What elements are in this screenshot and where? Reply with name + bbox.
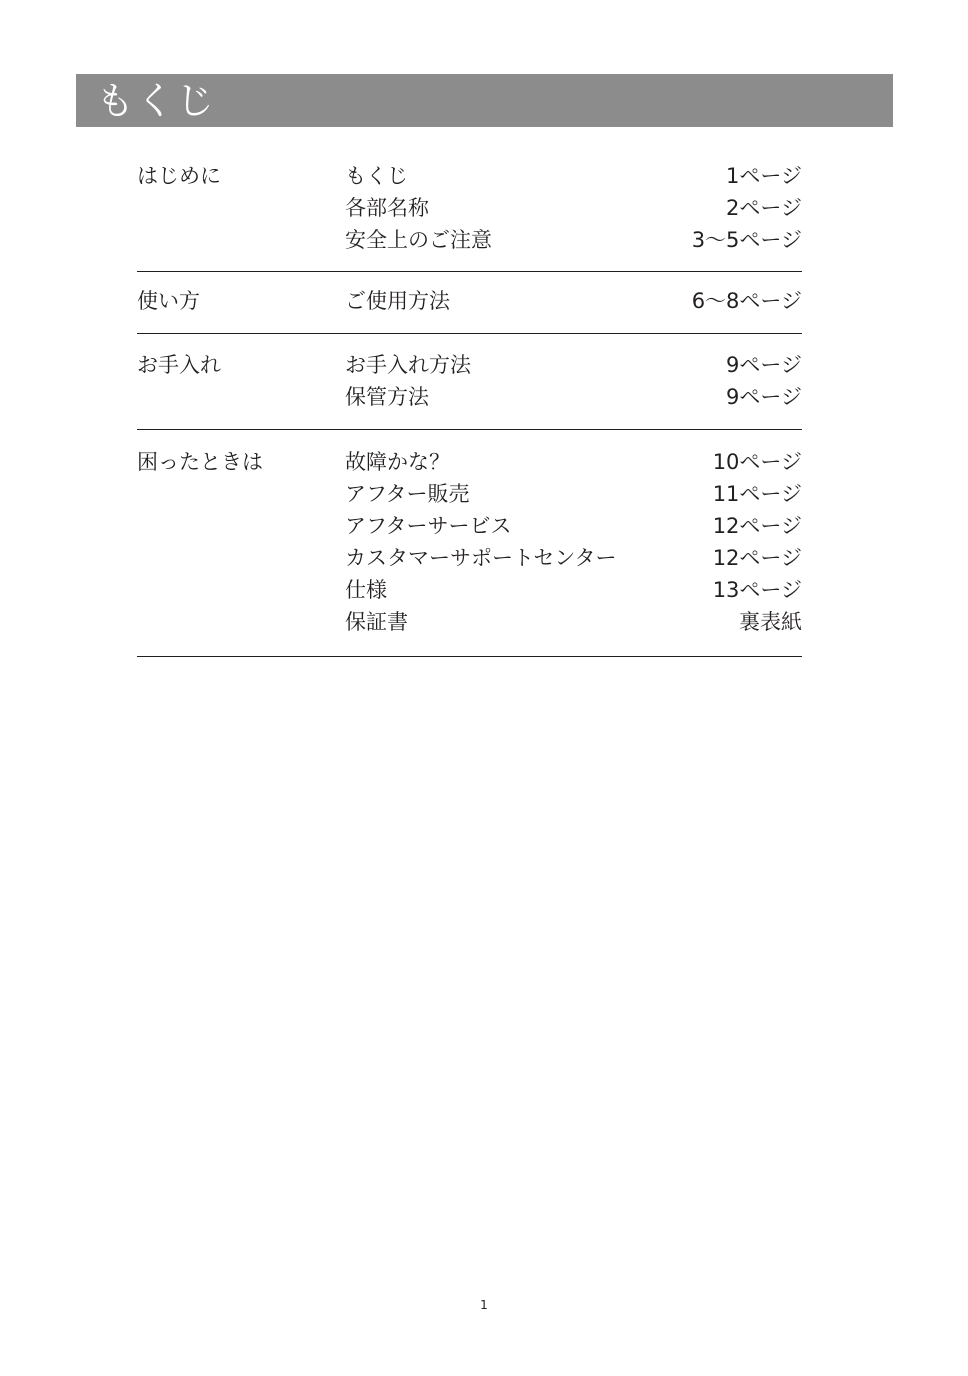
- entry-title: ご使用方法: [345, 289, 450, 313]
- toc-entry[interactable]: [137, 224, 802, 256]
- page-title: もくじ: [96, 79, 217, 123]
- entry-page: 12ページ: [712, 514, 802, 538]
- toc-entry[interactable]: [137, 574, 802, 606]
- section-heading: お手入れ: [137, 353, 221, 377]
- entry-title: アフター販売: [345, 482, 470, 506]
- entry-page: 6～8ページ: [691, 289, 802, 313]
- entry-page: 3～5ページ: [691, 228, 802, 252]
- entry-page: 12ページ: [712, 546, 802, 570]
- toc-entry[interactable]: [137, 192, 802, 224]
- title-bar: [76, 74, 893, 127]
- toc-entry[interactable]: [137, 446, 802, 478]
- toc-entry[interactable]: [137, 160, 802, 192]
- entry-title: カスタマーサポートセンター: [345, 546, 617, 570]
- entry-title: 安全上のご注意: [345, 228, 492, 252]
- page-number: 1: [480, 1298, 488, 1312]
- section-heading: 使い方: [137, 289, 200, 313]
- entry-page: 11ページ: [712, 482, 802, 506]
- toc-entry[interactable]: [137, 542, 802, 574]
- entry-title: アフターサービス: [345, 514, 512, 538]
- toc-entry[interactable]: [137, 606, 802, 638]
- entry-title: お手入れ方法: [345, 353, 471, 377]
- toc-entry[interactable]: [137, 478, 802, 510]
- entry-title: 仕様: [345, 578, 387, 602]
- toc-section-care: [137, 334, 802, 430]
- entry-page: 9ページ: [726, 353, 802, 377]
- toc-entry[interactable]: [137, 381, 802, 413]
- entry-page: 9ページ: [726, 385, 802, 409]
- section-heading: 困ったときは: [137, 450, 263, 474]
- entry-page: 裏表紙: [739, 610, 802, 634]
- entry-title: もくじ: [345, 164, 408, 188]
- entry-title: 保管方法: [345, 385, 429, 409]
- toc-section-troubleshooting: [137, 430, 802, 657]
- table-of-contents: [137, 160, 802, 657]
- entry-page: 2ページ: [726, 196, 802, 220]
- toc-section-usage: [137, 272, 802, 334]
- entry-title: 故障かな？: [345, 450, 450, 474]
- entry-title: 各部名称: [345, 196, 429, 220]
- toc-entry[interactable]: [137, 510, 802, 542]
- section-heading: はじめに: [137, 164, 221, 188]
- entry-page: 13ページ: [712, 578, 802, 602]
- entry-page: 1ページ: [726, 164, 802, 188]
- toc-section-introduction: [137, 160, 802, 272]
- toc-entry[interactable]: [137, 285, 802, 317]
- entry-title: 保証書: [345, 610, 408, 634]
- toc-entry[interactable]: [137, 349, 802, 381]
- entry-page: 10ページ: [712, 450, 802, 474]
